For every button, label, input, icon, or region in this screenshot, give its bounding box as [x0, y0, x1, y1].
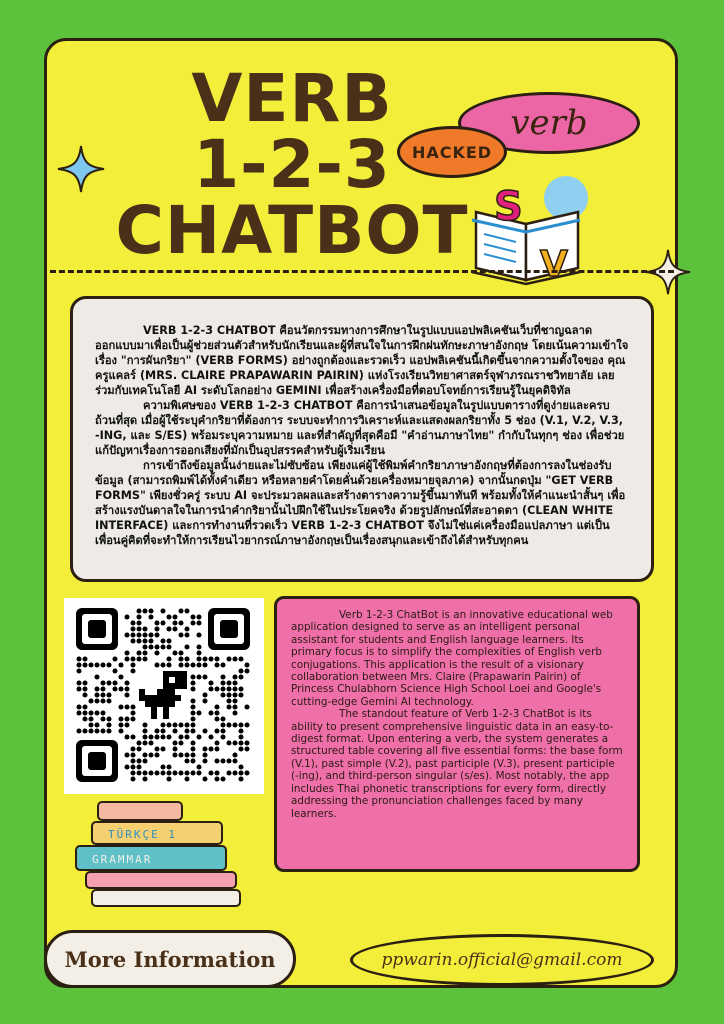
- book-label-2: GRAMMAR: [92, 853, 153, 866]
- hacked-badge: HACKED: [397, 126, 507, 178]
- thai-paragraph-3: การเข้าถึงข้อมูลนั้นง่ายและไม่ซับซ้อน เพียงแค่ผู้ใช้พิมพ์คำกริยาภาษาอังกฤษที่ต้องการลงในช่องรับข้อมูล (สามารถพิมพ์ได้ทั้งคำเดียว หรือหลายคำโดยคั่นด้วยเครื่องหมายจุลภาค) จากนั้นกดปุ่ม "GET VERB FORMS" เพียงชั่วครู่ ระบบ AI จะประมวลผลและสร้างตารางความรู้ขึ้นมาทันที พร้อมทั้งให้คำแนะนำสั้นๆ เพื่อสร้างแรงบันดาลใจในการนำคำกริยานั้นไปฝึกใช้ในประโยคจริง ด้วยรูปลักษณ์ที่สะอาดตา (CLEAN WHITE INTERFACE) และการทำงานที่รวดเร็ว VERB 1-2-3 CHATBOT จึงไม่ใช่แค่เครื่องมือแปลภาษา แต่เป็นเพื่อนคู่คิดที่จะทำให้การเรียนไวยากรณ์ภาษาอังกฤษเป็นเรื่องสนุกและเข้าถึงได้สำหรับทุกคน: [95, 459, 626, 547]
- book-stack-icon: [72, 800, 252, 910]
- title-line-2: 1-2-3: [193, 126, 391, 203]
- thai-description-box: [70, 296, 654, 582]
- book-letter-s: S: [494, 184, 523, 230]
- english-paragraph-2: The standout feature of Verb 1-2-3 ChatBot is its ability to present comprehensive linguistic data in an easy-to-digest format. Upon entering a verb, the system generates a structured table covering all five essential forms: the base form (V.1), past simple (V.2), past participle (V.3), present participle (-ing), and third-person singular (s/es). Most notably, the app includes Thai phonetic transcriptions for every form, directly addressing the pronunciation challenges faced by many learners.: [291, 708, 623, 820]
- star-left-icon: [56, 144, 106, 194]
- qr-code-icon: [64, 598, 264, 794]
- title-line-3: CHATBOT: [115, 192, 469, 269]
- qr-code[interactable]: [64, 598, 264, 794]
- more-information-button[interactable]: More Information: [44, 930, 296, 988]
- english-description-box: [274, 596, 640, 872]
- thai-paragraph-1: VERB 1-2-3 CHATBOT คือนวัตกรรมทางการศึกษาในรูปแบบแอปพลิเคชันเว็บที่ชาญฉลาด ออกแบบมาเพื่อเป็นผู้ช่วยส่วนตัวสำหรับนักเรียนและผู้ที่สนใจในการฝึกฝนทักษะภาษาอังกฤษ โดยเน้นความเข้าใจเรื่อง "การผันกริยา" (VERB FORMS) อย่างถูกต้องและรวดเร็ว แอปพลิเคชันนี้เกิดขึ้นจากความตั้งใจของ คุณครูแคลร์ (MRS. CLAIRE PRAPAWARIN PAIRIN) แห่งโรงเรียนวิทยาศาสตร์จุฬาภรณราชวิทยาลัย เลย ร่วมกับเทคโนโลยี AI ระดับโลกอย่าง GEMINI เพื่อสร้างเครื่องมือที่ตอบโจทย์การเรียนรู้ในยุคดิจิทัล: [95, 324, 629, 397]
- english-paragraph-1: Verb 1-2-3 ChatBot is an innovative educational web application designed to serve as an intelligent personal assistant for students and English language learners. Its primary focus is to simplify the complexities of English verb conjugations. This application is the result of a visionary collaboration between Mrs. Claire (Prapawarin Pairin) of Princess Chulabhorn Science High School Loei and Google's cutting-edge Gemini AI technology.: [291, 609, 613, 708]
- book-letter-v: V: [540, 244, 568, 285]
- thai-paragraph-2: ความพิเศษของ VERB 1-2-3 CHATBOT คือการนำเสนอข้อมูลในรูปแบบตารางที่ดูง่ายและครบถ้วนที่สุด เมื่อผู้ใช้ระบุคำกริยาที่ต้องการ ระบบจะทำการวิเคราะห์และแสดงผลกริยาทั้ง 5 ช่อง (V.1, V.2, V.3, -ING, และ S/ES) พร้อมระบุความหมาย และที่สำคัญที่สุดคือมี "คำอ่านภาษาไทย" กำกับในทุกๆ ช่อง เพื่อช่วยแก้ปัญหาเรื่องการออกเสียงที่มักเป็นอุปสรรคสำหรับผู้เริ่มเรียน: [95, 399, 625, 457]
- verb-badge: verb: [458, 92, 640, 154]
- open-book-icon: [466, 172, 596, 292]
- book-label-1: TÜRKÇE 1: [108, 828, 177, 841]
- section-divider: [50, 270, 674, 273]
- title-line-1: VERB: [191, 60, 393, 137]
- email-link[interactable]: ppwarin.official@gmail.com: [350, 934, 654, 986]
